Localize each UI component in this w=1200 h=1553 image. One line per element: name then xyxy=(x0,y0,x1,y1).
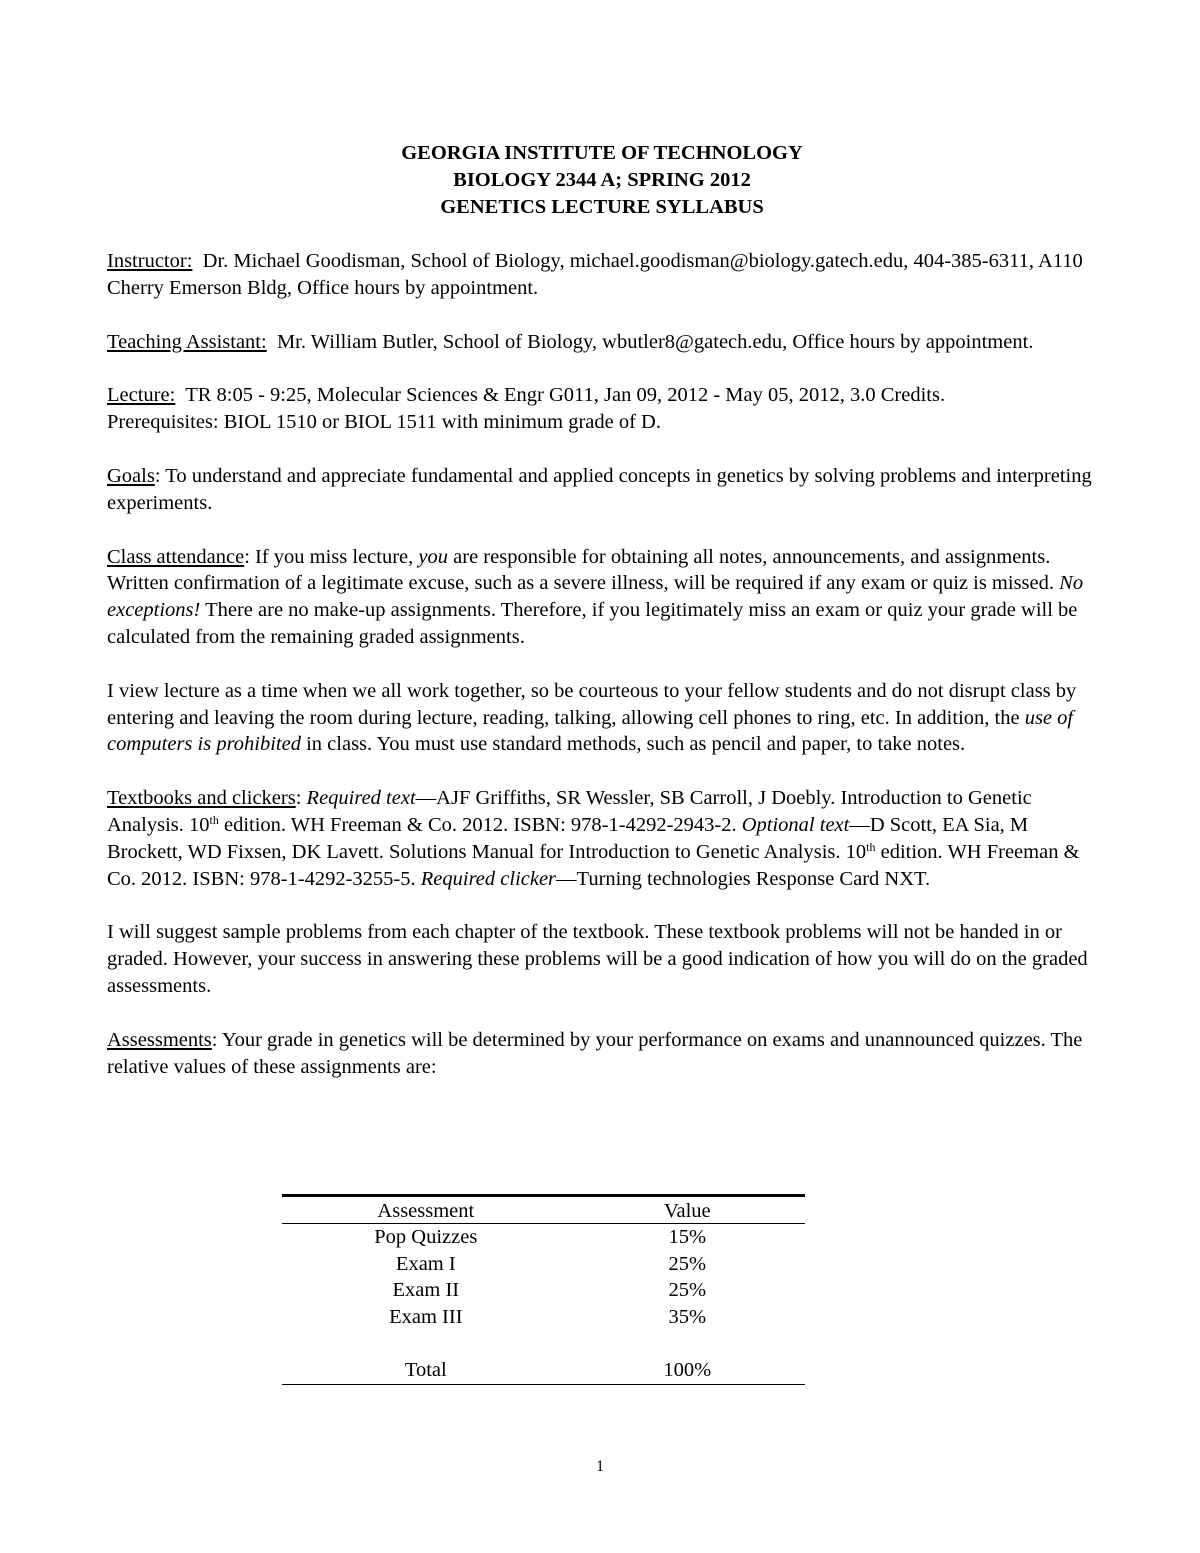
instructor-paragraph xyxy=(107,248,1097,302)
table-header-row xyxy=(282,1196,805,1224)
row-assessment: Exam II xyxy=(392,1279,460,1301)
textbooks-sup-2: th xyxy=(866,839,876,854)
textbooks-paragraph xyxy=(107,785,1097,892)
attendance-label: Class attendance xyxy=(107,545,245,568)
textbooks-text-2: edition. WH Freeman & Co. 2012. ISBN: 978-1-4292-2943-2. xyxy=(218,813,742,836)
title-course: BIOLOGY 2344 A; SPRING 2012 xyxy=(453,169,751,191)
header-assessment: Assessment xyxy=(282,1196,570,1224)
table-row xyxy=(282,1251,805,1278)
lecture-text: TR 8:05 - 9:25, Molecular Sciences & Engr G011, Jan 09, 2012 - May 05, 2012, 3.0 Credits. xyxy=(185,384,946,407)
assessment-table-container xyxy=(282,1194,805,1385)
row-value: 15% xyxy=(668,1226,707,1248)
attendance-paragraph xyxy=(107,544,1097,651)
attendance-text-3: There are no make-up assignments. Therefore, if you legitimately miss an exam or quiz your grade will be calculated from the remaining graded assignments. xyxy=(107,599,1078,648)
lecture-paragraph xyxy=(107,382,1097,436)
textbooks-label: Textbooks and clickers xyxy=(107,787,296,810)
total-label: Total xyxy=(282,1357,570,1384)
conduct-text-2: in class. You must use standard methods, such as pencil and paper, to take notes. xyxy=(300,733,966,756)
textbooks-text-4: edition. WH Freeman & Co. 2012. ISBN: 978-1-4292-3255-5. xyxy=(107,840,1080,890)
spacer-cell xyxy=(282,1330,570,1357)
textbooks-italic-optional-text: Optional text xyxy=(741,813,850,836)
syllabus-page xyxy=(107,140,1097,1107)
goals-text: : To understand and appreciate fundamental and applied concepts in genetics by solving problems and interpreting experiments. xyxy=(107,464,1092,514)
ta-text: Mr. William Butler, School of Biology, wbutler8@gatech.edu, Office hours by appointment. xyxy=(276,330,1034,353)
conduct-paragraph xyxy=(107,678,1097,758)
title-institution: GEORGIA INSTITUTE OF TECHNOLOGY xyxy=(401,142,803,164)
assessments-paragraph xyxy=(107,1027,1097,1081)
title-syllabus: GENETICS LECTURE SYLLABUS xyxy=(440,196,764,218)
attendance-italic-you: you xyxy=(418,545,449,568)
goals-label: Goals xyxy=(107,464,155,487)
instructor-text: Dr. Michael Goodisman, School of Biology, michael.goodisman@biology.gatech.edu, 404-385-6311, A110 Cherry Emerson Bldg, Office hours by appointment. xyxy=(107,250,1083,299)
spacer-cell xyxy=(570,1330,805,1357)
conduct-italic-computers: use of computers is prohibited xyxy=(107,706,1074,756)
table-spacer-row xyxy=(282,1330,805,1357)
row-value: 25% xyxy=(668,1252,707,1275)
assessments-label: Assessments xyxy=(107,1028,212,1051)
lecture-label: Lecture: xyxy=(107,384,176,407)
problems-paragraph xyxy=(107,919,1097,999)
document-title xyxy=(107,140,1097,221)
textbooks-italic-required-clicker: Required clicker xyxy=(420,867,557,890)
row-assessment: Pop Quizzes xyxy=(374,1226,478,1248)
total-value: 100% xyxy=(570,1357,805,1384)
textbooks-italic-required-text: Required text xyxy=(306,787,416,810)
textbooks-text-0: : xyxy=(295,787,307,810)
row-value: 35% xyxy=(668,1305,707,1328)
instructor-label: Instructor: xyxy=(107,250,193,272)
goals-paragraph xyxy=(107,463,1097,517)
row-assessment: Exam III xyxy=(389,1305,463,1328)
textbooks-sup-1: th xyxy=(209,812,219,827)
attendance-italic-no-exceptions: No exceptions! xyxy=(107,572,1084,622)
attendance-text-1: : If you miss lecture, xyxy=(244,545,419,568)
problems-text: I will suggest sample problems from each chapter of the textbook. These textbook problems will not be handed in or graded. However, your success in answering these problems will be a good indication of how you will do on the graded assessments. xyxy=(107,921,1088,997)
ta-label: Teaching Assistant: xyxy=(107,330,267,353)
row-assessment: Exam I xyxy=(395,1252,456,1275)
prerequisites-text: Prerequisites: BIOL 1510 or BIOL 1511 with minimum grade of D. xyxy=(107,411,661,434)
table-row xyxy=(282,1277,805,1304)
table-row xyxy=(282,1224,805,1251)
page-number: 1 xyxy=(596,1458,604,1475)
textbooks-text-3: —D Scott, EA Sia, M Brockett, WD Fixsen, DK Lavett. Solutions Manual for Introduction to Genetic Analysis. 10 xyxy=(107,813,1029,863)
table-total-row xyxy=(282,1357,805,1384)
header-value: Value xyxy=(570,1196,805,1224)
table-row xyxy=(282,1304,805,1331)
row-value: 25% xyxy=(668,1279,707,1301)
conduct-text-1: I view lecture as a time when we all work together, so be courteous to your fellow students and do not disrupt class by entering and leaving the room during lecture, reading, talking, allowing cell phones to ring, etc. In addition, the xyxy=(107,679,1077,729)
textbooks-text-1: —AJF Griffiths, SR Wessler, SB Carroll, J Doebly. Introduction to Genetic Analysis. 10 xyxy=(107,787,1032,836)
assessments-text: : Your grade in genetics will be determined by your performance on exams and unannounced quizzes. The relative values of these assignments are: xyxy=(107,1028,1083,1078)
assessment-table xyxy=(282,1194,805,1385)
textbooks-text-5: —Turning technologies Response Card NXT. xyxy=(556,867,931,890)
attendance-text-2: are responsible for obtaining all notes, announcements, and assignments. Written confirmation of a legitimate excuse, such as a severe illness, will be required if any exam or quiz is missed. xyxy=(107,545,1060,595)
ta-paragraph xyxy=(107,329,1097,356)
